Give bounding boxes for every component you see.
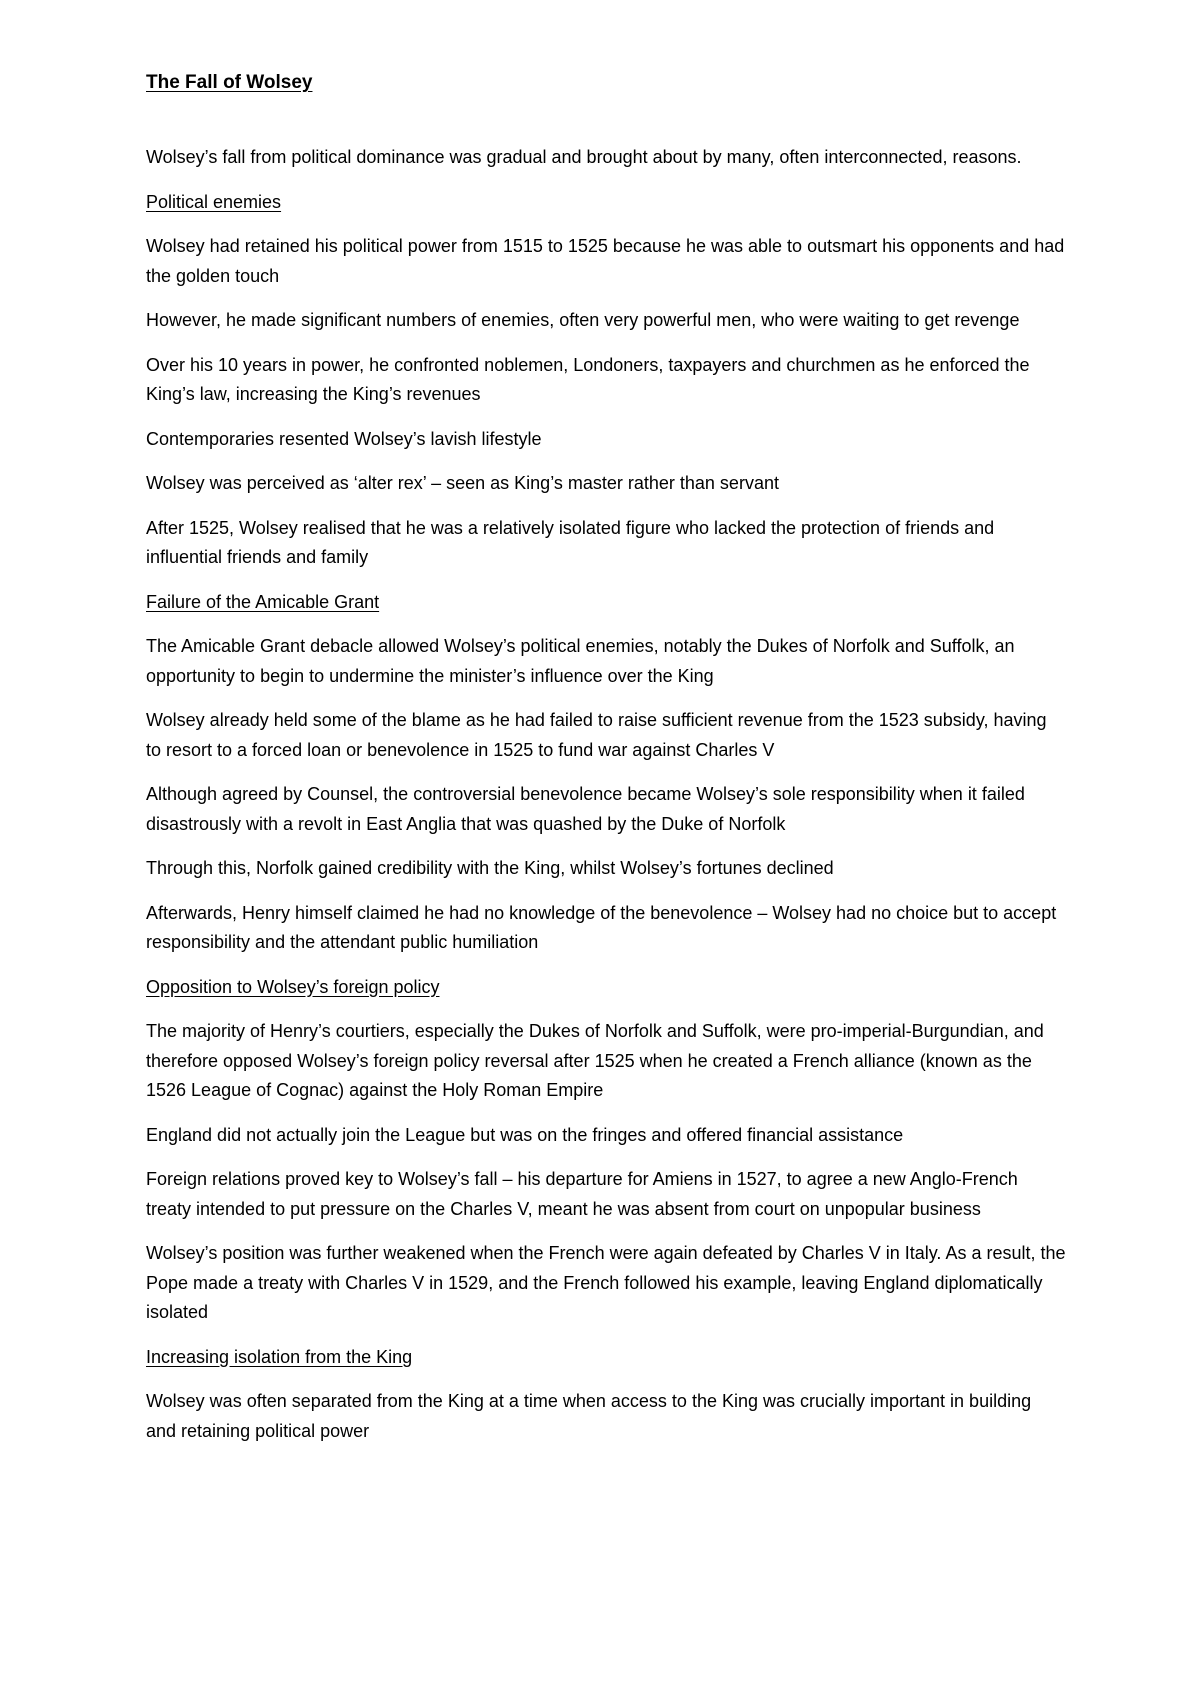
paragraph: Over his 10 years in power, he confronted noblemen, Londoners, taxpayers and churchmen as he enforced the King’s law, increasing the King’s revenues bbox=[146, 354, 1030, 404]
document-page bbox=[146, 68, 1066, 1461]
paragraph: After 1525, Wolsey realised that he was a relatively isolated figure who lacked the protection of friends and influential friends and family bbox=[146, 517, 995, 567]
section-amicable-grant bbox=[146, 588, 1066, 958]
section-isolation-from-king bbox=[146, 1343, 1066, 1447]
section-political-enemies bbox=[146, 188, 1066, 573]
paragraph: The Amicable Grant debacle allowed Wolsey’s political enemies, notably the Dukes of Norfolk and Suffolk, an opportunity to begin to undermine the minister’s influence over the King bbox=[146, 636, 1015, 686]
paragraph: Wolsey already held some of the blame as he had failed to raise sufficient revenue from the 1523 subsidy, having to resort to a forced loan or benevolence in 1525 to fund war against Charles V bbox=[146, 710, 1047, 760]
paragraph: Wolsey was perceived as ‘alter rex’ – seen as King’s master rather than servant bbox=[146, 473, 779, 493]
paragraph: England did not actually join the League but was on the fringes and offered financial assistance bbox=[146, 1124, 904, 1145]
paragraph: However, he made significant numbers of enemies, often very powerful men, who were waiting to get revenge bbox=[146, 310, 1020, 330]
paragraph: Through this, Norfolk gained credibility with the King, whilst Wolsey’s fortunes declined bbox=[146, 858, 834, 878]
paragraph: Wolsey’s position was further weakened when the French were again defeated by Charles V in Italy. As a result, the Pope made a treaty with Charles V in 1529, and the French followed his example, leaving England diplomatically isolated bbox=[146, 1243, 1066, 1322]
section-heading: Increasing isolation from the King bbox=[146, 1346, 413, 1367]
document-title: The Fall of Wolsey bbox=[146, 72, 313, 93]
section-foreign-policy bbox=[146, 973, 1066, 1328]
section-heading: Failure of the Amicable Grant bbox=[146, 591, 380, 612]
paragraph: Wolsey was often separated from the King at a time when access to the King was crucially important in building and retaining political power bbox=[146, 1391, 1032, 1441]
paragraph: Although agreed by Counsel, the controversial benevolence became Wolsey’s sole responsibility when it failed disastrously with a revolt in East Anglia that was quashed by the Duke of Norfolk bbox=[146, 784, 1025, 834]
paragraph: Contemporaries resented Wolsey’s lavish lifestyle bbox=[146, 428, 542, 449]
intro-paragraph: Wolsey’s fall from political dominance was gradual and brought about by many, often interconnected, reasons. bbox=[146, 147, 1022, 167]
paragraph: Foreign relations proved key to Wolsey’s fall – his departure for Amiens in 1527, to agree a new Anglo-French treaty intended to put pressure on the Charles V, meant he was absent from court on unpopular business bbox=[146, 1169, 1018, 1219]
paragraph: Wolsey had retained his political power from 1515 to 1525 because he was able to outsmart his opponents and had the golden touch bbox=[146, 236, 1065, 286]
section-heading: Opposition to Wolsey’s foreign policy bbox=[146, 976, 440, 997]
section-heading: Political enemies bbox=[146, 191, 282, 212]
paragraph: Afterwards, Henry himself claimed he had no knowledge of the benevolence – Wolsey had no choice but to accept responsibility and the attendant public humiliation bbox=[146, 902, 1057, 952]
paragraph: The majority of Henry’s courtiers, especially the Dukes of Norfolk and Suffolk, were pro-imperial-Burgundian, and therefore opposed Wolsey’s foreign policy reversal after 1525 when he created a French alliance (known as the 1526 League of Cognac) against the Holy Roman Empire bbox=[146, 1021, 1044, 1100]
